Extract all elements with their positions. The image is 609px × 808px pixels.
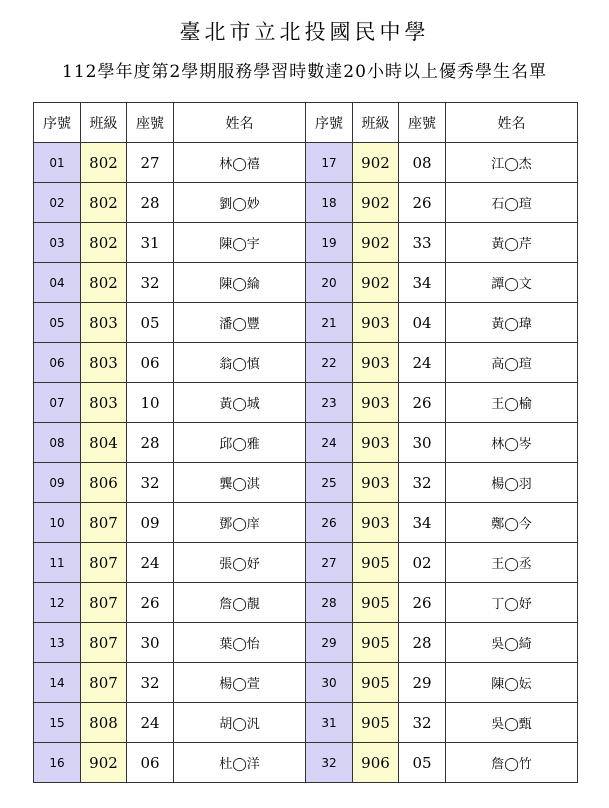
- cell-seq: 05: [34, 303, 81, 343]
- cell-class: 803: [81, 303, 127, 343]
- cell-seat: 10: [127, 383, 174, 423]
- cell-class: 802: [81, 183, 127, 223]
- cell-name: 林◯禧: [174, 143, 306, 183]
- cell-seq: 08: [34, 423, 81, 463]
- cell-seq: 27: [306, 543, 353, 583]
- cell-seq: 10: [34, 503, 81, 543]
- cell-class: 902: [353, 143, 399, 183]
- cell-seat: 02: [399, 543, 446, 583]
- cell-class: 903: [353, 503, 399, 543]
- cell-name: 黃◯瑋: [446, 303, 578, 343]
- cell-seat: 05: [127, 303, 174, 343]
- header-seat: 座號: [399, 103, 446, 143]
- cell-name: 譚◯文: [446, 263, 578, 303]
- cell-seat: 28: [127, 423, 174, 463]
- cell-name: 龔◯淇: [174, 463, 306, 503]
- table-row: [34, 303, 578, 343]
- cell-name: 黃◯城: [174, 383, 306, 423]
- header-name: 姓名: [446, 103, 578, 143]
- cell-class: 903: [353, 343, 399, 383]
- cell-name: 葉◯怡: [174, 623, 306, 663]
- cell-seat: 26: [399, 583, 446, 623]
- cell-class: 807: [81, 663, 127, 703]
- cell-seat: 32: [127, 463, 174, 503]
- cell-seat: 06: [127, 343, 174, 383]
- cell-name: 江◯杰: [446, 143, 578, 183]
- cell-seat: 08: [399, 143, 446, 183]
- table-row: [34, 543, 578, 583]
- cell-name: 丁◯妤: [446, 583, 578, 623]
- cell-seat: 05: [399, 743, 446, 783]
- cell-seq: 32: [306, 743, 353, 783]
- table-row: [34, 463, 578, 503]
- cell-seq: 18: [306, 183, 353, 223]
- cell-class: 905: [353, 623, 399, 663]
- header-seq: 序號: [34, 103, 81, 143]
- cell-name: 杜◯洋: [174, 743, 306, 783]
- cell-seat: 30: [399, 423, 446, 463]
- cell-class: 802: [81, 223, 127, 263]
- list-title: 112學年度第2學期服務學習時數達20小時以上優秀學生名單: [62, 62, 547, 82]
- cell-class: 905: [353, 663, 399, 703]
- table-row: [34, 583, 578, 623]
- student-roster-table: [33, 102, 578, 783]
- cell-seat: 34: [399, 503, 446, 543]
- cell-seat: 34: [399, 263, 446, 303]
- cell-name: 鄭◯今: [446, 503, 578, 543]
- cell-seat: 26: [399, 383, 446, 423]
- table-row: [34, 223, 578, 263]
- cell-seat: 24: [127, 703, 174, 743]
- cell-seq: 11: [34, 543, 81, 583]
- cell-seq: 24: [306, 423, 353, 463]
- header-seq: 序號: [306, 103, 353, 143]
- cell-class: 903: [353, 423, 399, 463]
- cell-name: 王◯榆: [446, 383, 578, 423]
- header-name: 姓名: [174, 103, 306, 143]
- table-row: [34, 143, 578, 183]
- cell-name: 吳◯綺: [446, 623, 578, 663]
- cell-seq: 02: [34, 183, 81, 223]
- cell-name: 陳◯綸: [174, 263, 306, 303]
- cell-name: 翁◯慎: [174, 343, 306, 383]
- cell-seat: 06: [127, 743, 174, 783]
- cell-name: 詹◯靚: [174, 583, 306, 623]
- cell-seq: 03: [34, 223, 81, 263]
- table-body: [34, 143, 578, 783]
- cell-name: 林◯岑: [446, 423, 578, 463]
- cell-name: 高◯瑄: [446, 343, 578, 383]
- cell-seq: 21: [306, 303, 353, 343]
- cell-seq: 09: [34, 463, 81, 503]
- cell-seq: 23: [306, 383, 353, 423]
- header-class: 班級: [81, 103, 127, 143]
- cell-seq: 30: [306, 663, 353, 703]
- cell-class: 902: [81, 743, 127, 783]
- cell-class: 803: [81, 383, 127, 423]
- table-row: [34, 503, 578, 543]
- cell-name: 邱◯雅: [174, 423, 306, 463]
- cell-seq: 31: [306, 703, 353, 743]
- cell-class: 803: [81, 343, 127, 383]
- cell-seat: 28: [399, 623, 446, 663]
- cell-seat: 27: [127, 143, 174, 183]
- cell-name: 潘◯豐: [174, 303, 306, 343]
- cell-seq: 26: [306, 503, 353, 543]
- cell-seat: 32: [127, 263, 174, 303]
- cell-class: 903: [353, 303, 399, 343]
- cell-class: 808: [81, 703, 127, 743]
- cell-name: 陳◯宇: [174, 223, 306, 263]
- cell-class: 807: [81, 543, 127, 583]
- cell-seq: 04: [34, 263, 81, 303]
- cell-class: 905: [353, 703, 399, 743]
- school-title: 臺北市立北投國民中學: [179, 20, 430, 44]
- cell-seat: 31: [127, 223, 174, 263]
- table-row: [34, 743, 578, 783]
- cell-seat: 09: [127, 503, 174, 543]
- cell-seat: 04: [399, 303, 446, 343]
- cell-name: 陳◯妘: [446, 663, 578, 703]
- cell-seat: 33: [399, 223, 446, 263]
- cell-seq: 28: [306, 583, 353, 623]
- cell-class: 902: [353, 263, 399, 303]
- cell-class: 906: [353, 743, 399, 783]
- cell-seq: 13: [34, 623, 81, 663]
- cell-seat: 24: [127, 543, 174, 583]
- cell-class: 806: [81, 463, 127, 503]
- cell-name: 楊◯羽: [446, 463, 578, 503]
- header-seat: 座號: [127, 103, 174, 143]
- table-row: [34, 383, 578, 423]
- header-class: 班級: [353, 103, 399, 143]
- cell-seat: 32: [399, 463, 446, 503]
- cell-class: 802: [81, 143, 127, 183]
- cell-class: 804: [81, 423, 127, 463]
- cell-seq: 20: [306, 263, 353, 303]
- cell-seq: 15: [34, 703, 81, 743]
- table-row: [34, 623, 578, 663]
- cell-name: 楊◯萱: [174, 663, 306, 703]
- cell-class: 802: [81, 263, 127, 303]
- cell-name: 張◯妤: [174, 543, 306, 583]
- table-row: [34, 343, 578, 383]
- cell-seat: 24: [399, 343, 446, 383]
- cell-name: 吳◯甄: [446, 703, 578, 743]
- cell-seat: 26: [399, 183, 446, 223]
- cell-class: 903: [353, 383, 399, 423]
- table-row: [34, 663, 578, 703]
- cell-class: 903: [353, 463, 399, 503]
- cell-seat: 30: [127, 623, 174, 663]
- cell-seat: 26: [127, 583, 174, 623]
- cell-seq: 17: [306, 143, 353, 183]
- header-row: [34, 103, 578, 143]
- cell-seat: 32: [399, 703, 446, 743]
- cell-seq: 19: [306, 223, 353, 263]
- cell-name: 黃◯芹: [446, 223, 578, 263]
- cell-seat: 28: [127, 183, 174, 223]
- cell-class: 905: [353, 583, 399, 623]
- cell-name: 鄧◯庠: [174, 503, 306, 543]
- cell-seq: 06: [34, 343, 81, 383]
- cell-class: 902: [353, 183, 399, 223]
- cell-seat: 29: [399, 663, 446, 703]
- cell-class: 807: [81, 623, 127, 663]
- cell-class: 807: [81, 503, 127, 543]
- cell-seq: 14: [34, 663, 81, 703]
- table-row: [34, 703, 578, 743]
- table-row: [34, 263, 578, 303]
- cell-seat: 32: [127, 663, 174, 703]
- cell-name: 詹◯竹: [446, 743, 578, 783]
- cell-name: 胡◯汎: [174, 703, 306, 743]
- cell-seq: 07: [34, 383, 81, 423]
- cell-class: 902: [353, 223, 399, 263]
- cell-name: 王◯丞: [446, 543, 578, 583]
- cell-class: 807: [81, 583, 127, 623]
- cell-seq: 29: [306, 623, 353, 663]
- table-header: [34, 103, 578, 143]
- table-row: [34, 423, 578, 463]
- cell-name: 石◯瑄: [446, 183, 578, 223]
- table-row: [34, 183, 578, 223]
- cell-seq: 25: [306, 463, 353, 503]
- cell-seq: 01: [34, 143, 81, 183]
- cell-seq: 12: [34, 583, 81, 623]
- cell-seq: 16: [34, 743, 81, 783]
- cell-class: 905: [353, 543, 399, 583]
- cell-name: 劉◯妙: [174, 183, 306, 223]
- cell-seq: 22: [306, 343, 353, 383]
